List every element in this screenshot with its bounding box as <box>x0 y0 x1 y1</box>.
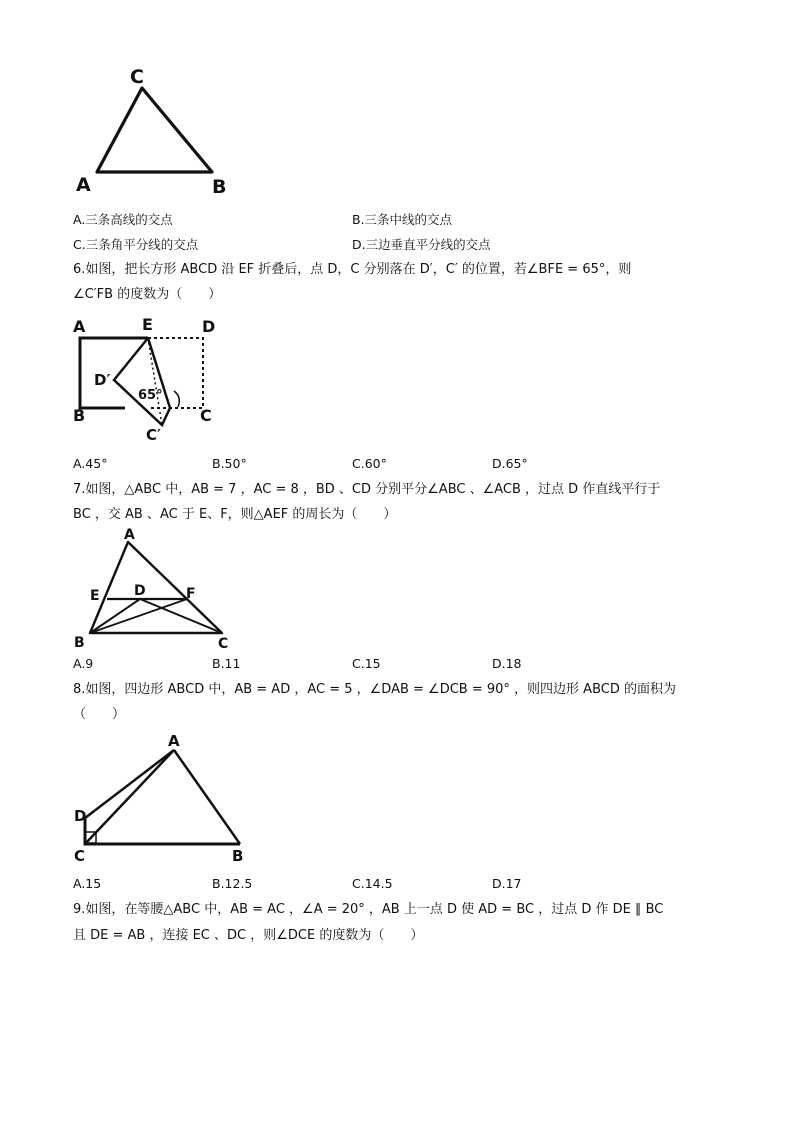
label-a: A <box>76 174 91 196</box>
label-c: C <box>74 847 86 865</box>
q8-option-b[interactable]: B.12.5 <box>212 876 253 891</box>
q6-option-c[interactable]: C.60° <box>352 456 387 471</box>
label-d: D <box>202 317 216 336</box>
triangle-abc <box>97 88 212 172</box>
q7-option-b[interactable]: B.11 <box>212 656 241 671</box>
label-angle-65: 65° <box>138 388 163 403</box>
q8-figure <box>70 730 255 870</box>
q7-question-line-2: BC ，交 AB 、AC 于 E、F，则△AEF 的周长为（ ） <box>73 507 397 522</box>
q8-option-c[interactable]: C.14.5 <box>352 876 393 891</box>
label-b: B <box>74 635 85 651</box>
q6-question-line-1: 6.如图，把长方形 ABCD 沿 EF 折叠后，点 D，C 分别落在 D′，C′ 的位置，若∠BFE = 65°，则 <box>73 262 632 277</box>
q6-option-d[interactable]: D.65° <box>492 456 528 471</box>
q6-figure <box>70 313 230 448</box>
label-c: C <box>130 66 144 88</box>
q9-question-line-1: 9.如图，在等腰△ABC 中，AB = AC ，∠A = 20° ，AB 上一点 D 使 AD = BC ，过点 D 作 DE ∥ BC <box>73 902 664 917</box>
q6-option-a[interactable]: A.45° <box>73 456 108 471</box>
label-b: B <box>73 406 86 425</box>
label-b: B <box>212 176 227 198</box>
label-c: C <box>218 636 229 652</box>
label-e: E <box>90 588 100 604</box>
label-d: D <box>134 583 146 599</box>
label-f: F <box>186 586 196 602</box>
q7-option-d[interactable]: D.18 <box>492 656 522 671</box>
q5-option-d[interactable]: D.三边垂直平分线的交点 <box>352 237 491 252</box>
label-a: A <box>73 317 86 336</box>
label-d-prime: D′ <box>94 371 111 389</box>
label-c: C <box>200 406 212 425</box>
q5-option-a[interactable]: A.三条高线的交点 <box>73 212 173 227</box>
q8-option-d[interactable]: D.17 <box>492 876 522 891</box>
label-a: A <box>124 527 135 543</box>
q7-question-line-1: 7.如图，△ABC 中，AB = 7 ，AC = 8 ，BD 、CD 分别平分∠ABC 、∠ACB ，过点 D 作直线平行于 <box>73 482 661 497</box>
label-b: B <box>232 847 244 865</box>
q5-option-c[interactable]: C.三条角平分线的交点 <box>73 237 199 252</box>
q9-question-line-2: 且 DE = AB ，连接 EC 、DC ，则∠DCE 的度数为（ ） <box>73 928 424 943</box>
q8-question-line-2: （ ） <box>73 707 126 722</box>
q7-figure <box>70 526 240 656</box>
q5-figure <box>70 62 240 202</box>
q8-question-line-1: 8.如图，四边形 ABCD 中，AB = AD ，AC = 5 ，∠DAB = ∠DCB = 90° ，则四边形 ABCD 的面积为 <box>73 682 676 697</box>
q6-question-line-2: ∠C′FB 的度数为（ ） <box>73 287 222 302</box>
label-e: E <box>142 315 153 334</box>
label-c-prime: C′ <box>146 426 161 444</box>
q8-option-a[interactable]: A.15 <box>73 876 102 891</box>
label-d: D <box>74 807 87 825</box>
q6-option-b[interactable]: B.50° <box>212 456 247 471</box>
label-a: A <box>168 732 180 750</box>
q7-option-c[interactable]: C.15 <box>352 656 381 671</box>
q7-option-a[interactable]: A.9 <box>73 656 94 671</box>
q5-option-b[interactable]: B.三条中线的交点 <box>352 212 453 227</box>
